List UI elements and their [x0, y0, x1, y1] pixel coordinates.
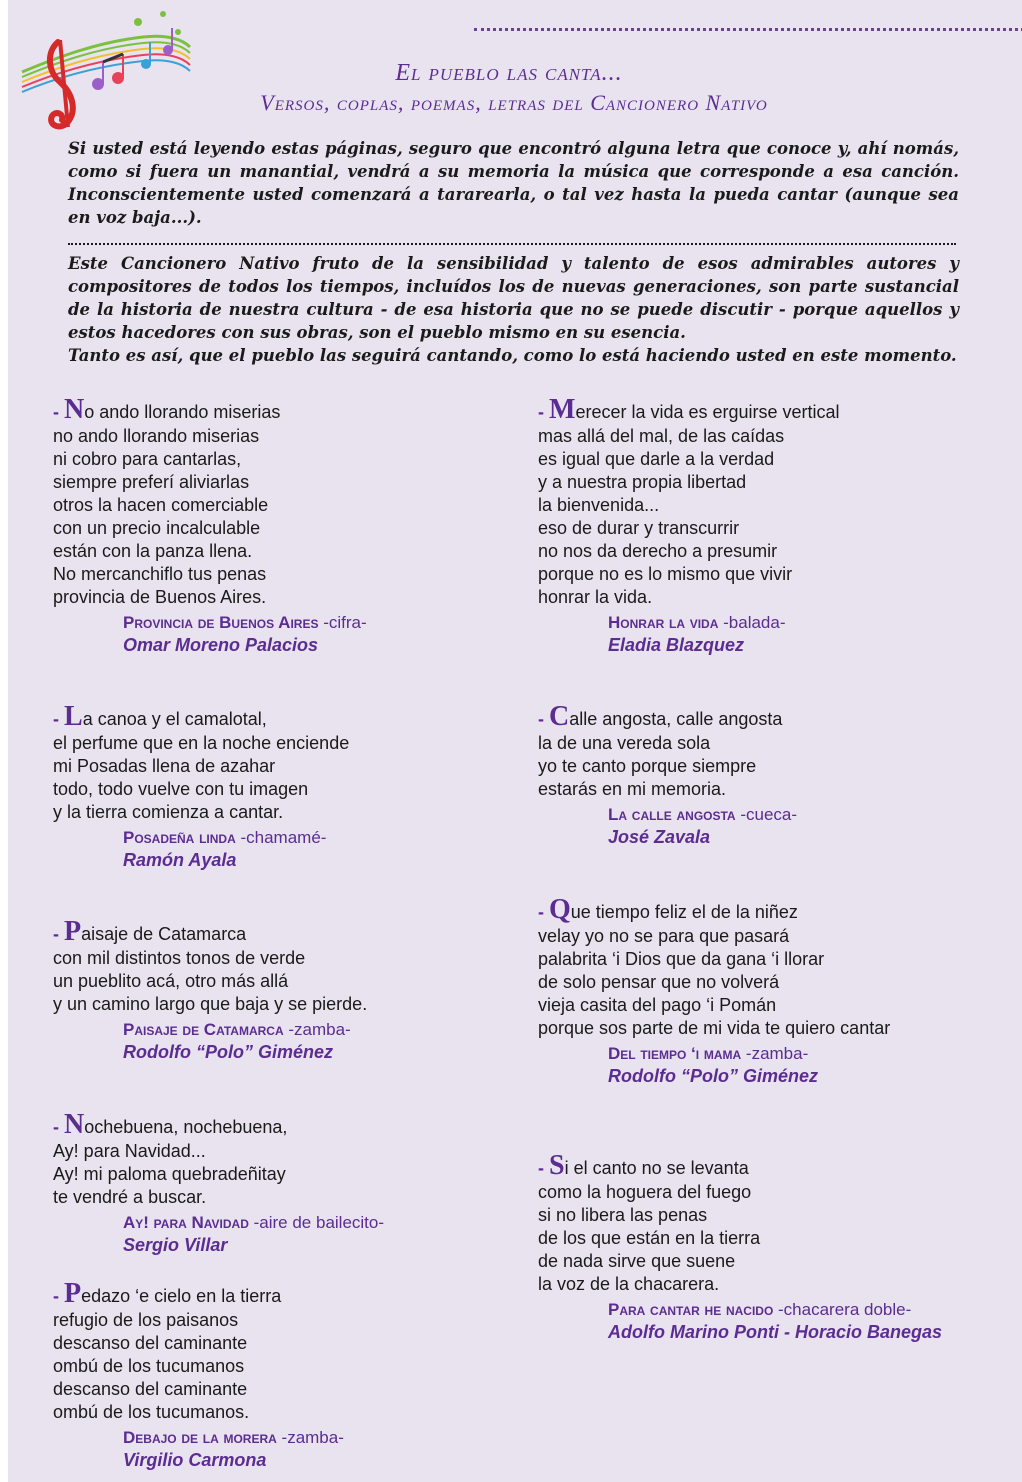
song-entry: [538, 701, 1008, 849]
song-verse: con mil distintos tonos de verde un pueblito acá, otro más allá y un camino largo que baja y se pierde.: [53, 948, 368, 1014]
song-title: Ay! para Navidad: [123, 1213, 249, 1232]
page-title: El pueblo las canta...: [395, 60, 623, 86]
song-initial: P: [64, 1278, 82, 1309]
song-credit: [608, 803, 1008, 849]
song-entry: [538, 894, 1008, 1088]
song-entry: [53, 394, 493, 657]
song-first-line-text: edazo ‘e cielo en la tierra: [81, 1286, 282, 1306]
page-subtitle: Versos, coplas, poemas, letras del Cancionero Nativo: [260, 90, 768, 115]
song-credit: [608, 1042, 1008, 1088]
song-genre: -zamba-: [288, 1020, 351, 1039]
song-author: Rodolfo “Polo” Giménez: [608, 1066, 818, 1086]
song-entry: [53, 1278, 493, 1472]
song-author: Eladia Blazquez: [608, 635, 745, 655]
song-genre: -cifra-: [323, 613, 367, 632]
song-verse: refugio de los paisanos descanso del caminante ombú de los tucumanos descanso del caminante ombú de los tucumanos.: [53, 1310, 250, 1422]
song-first-line-text: i el canto no se levanta: [564, 1158, 749, 1178]
intro-block: [68, 252, 959, 367]
song-genre: -aire de bailecito-: [253, 1213, 385, 1232]
song-first-line: - La canoa y el camalotal,: [53, 701, 267, 732]
song-first-line-text: aisaje de Catamarca: [81, 924, 247, 944]
song-entry: [53, 1109, 493, 1257]
intro-paragraph: Este Cancionero Nativo fruto de la sensibilidad y talento de esos admirables autores y compositores de todos los tiempos, incluídos los de nuevas generaciones, son parte sustancial de la historia de nuestra cultura - de esa historia que no se puede discutir - porque aquellos y estos hacedores con sus obras, son el pueblo mismo en su esencia.: [68, 254, 959, 342]
song-first-line: - No ando llorando miserias: [53, 394, 281, 425]
song-author: José Zavala: [608, 827, 711, 847]
song-first-line-text: erecer la vida es erguirse vertical: [575, 402, 840, 422]
song-initial: C: [549, 701, 570, 732]
song-genre: -chacarera doble-: [778, 1300, 912, 1319]
song-first-line: - Paisaje de Catamarca: [53, 916, 247, 947]
song-credit: [123, 1018, 493, 1064]
intro-paragraph: Si usted está leyendo estas páginas, seguro que encontró alguna letra que conoce y, ahí nomás, como si fuera un manantial, vendrá a su memoria la música que corresponde a esa canción. Inconscientemente usted comenzará a tararearla, o tal vez hasta la pueda cantar (aunque sea en voz baja...).: [68, 139, 959, 227]
song-genre: -zamba-: [745, 1044, 809, 1063]
song-first-line-text: ochebuena, nochebuena,: [84, 1117, 288, 1137]
song-author: Ramón Ayala: [123, 850, 237, 870]
song-title: Del tiempo ‘i mama: [608, 1044, 742, 1063]
song-initial: P: [64, 916, 82, 947]
song-genre: -balada-: [723, 613, 786, 632]
song-initial: S: [549, 1150, 565, 1181]
song-first-line-text: alle angosta, calle angosta: [569, 709, 783, 729]
song-first-line: - Si el canto no se levanta: [538, 1150, 749, 1181]
song-verse: no ando llorando miserias ni cobro para cantarlas, siempre preferí aliviarlas otros la hacen comerciable con un precio incalculable están con la panza llena. No mercanchiflo tus penas provincia de Buenos Aires.: [53, 426, 269, 607]
intro-dotted-rule: [68, 243, 956, 245]
song-entry: [538, 394, 1008, 657]
song-initial: L: [64, 701, 83, 732]
song-verse: Ay! para Navidad... Ay! mi paloma quebradeñitay te vendré a buscar.: [53, 1141, 286, 1207]
song-title: La calle angosta: [608, 805, 736, 824]
song-author: Virgilio Carmona: [123, 1450, 267, 1470]
song-first-line-text: ue tiempo feliz el de la niñez: [570, 902, 798, 922]
song-first-line: - Que tiempo feliz el de la niñez: [538, 894, 798, 925]
song-genre: -chamamé-: [240, 828, 327, 847]
song-credit: [123, 826, 493, 872]
song-title: Provincia de Buenos Aires: [123, 613, 319, 632]
song-initial: Q: [549, 894, 571, 925]
song-initial: N: [64, 1109, 85, 1140]
song-title: Para cantar he nacido: [608, 1300, 774, 1319]
song-title: Honrar la vida: [608, 613, 719, 632]
page-background: [8, 0, 1022, 1482]
song-verse: la de una vereda sola yo te canto porque siempre estarás en mi memoria.: [538, 733, 757, 799]
song-author: Adolfo Marino Ponti - Horacio Banegas: [608, 1322, 943, 1342]
song-first-line-text: a canoa y el camalotal,: [82, 709, 267, 729]
song-first-line: - Pedazo ‘e cielo en la tierra: [53, 1278, 282, 1309]
song-title: Posadeña linda: [123, 828, 236, 847]
song-author: Rodolfo “Polo” Giménez: [123, 1042, 333, 1062]
song-verse: como la hoguera del fuego si no libera las penas de los que están en la tierra de nada sirve que suene la voz de la chacarera.: [538, 1182, 761, 1294]
song-title: Debajo de la morera: [123, 1428, 277, 1447]
song-credit: [123, 1426, 493, 1472]
top-dotted-rule: [474, 28, 1022, 31]
song-entry: [53, 916, 493, 1064]
song-first-line: - Nochebuena, nochebuena,: [53, 1109, 288, 1140]
song-verse: el perfume que en la noche enciende mi Posadas llena de azahar todo, todo vuelve con tu imagen y la tierra comienza a cantar.: [53, 733, 350, 822]
song-entry: [538, 1150, 1008, 1344]
song-genre: -cueca-: [740, 805, 798, 824]
song-entry: [53, 701, 493, 872]
song-credit: [608, 1298, 1008, 1344]
song-author: Omar Moreno Palacios: [123, 635, 319, 655]
song-credit: [608, 611, 1008, 657]
song-credit: [123, 1211, 493, 1257]
song-initial: M: [549, 394, 576, 425]
song-first-line: - Merecer la vida es erguirse vertical: [538, 394, 840, 425]
song-first-line: - Calle angosta, calle angosta: [538, 701, 783, 732]
song-author: Sergio Villar: [123, 1235, 228, 1255]
song-verse: velay yo no se para que pasará palabrita ‘i Dios que da gana ‘i llorar de solo pensar que no volverá vieja casita del pago ‘i Pomán porque sos parte de mi vida te quiero cantar: [538, 926, 891, 1038]
intro-paragraph: Tanto es así, que el pueblo las seguirá cantando, como lo está haciendo usted en este momento.: [68, 346, 957, 365]
song-genre: -zamba-: [281, 1428, 344, 1447]
song-credit: [123, 611, 493, 657]
song-first-line-text: o ando llorando miserias: [84, 402, 281, 422]
song-initial: N: [64, 394, 85, 425]
song-title: Paisaje de Catamarca: [123, 1020, 284, 1039]
song-verse: mas allá del mal, de las caídas es igual que darle a la verdad y a nuestra propia libertad la bienvenida... eso de durar y transcurrir no nos da derecho a presumir porque no es lo mismo que vivir honrar la vida.: [538, 426, 793, 607]
